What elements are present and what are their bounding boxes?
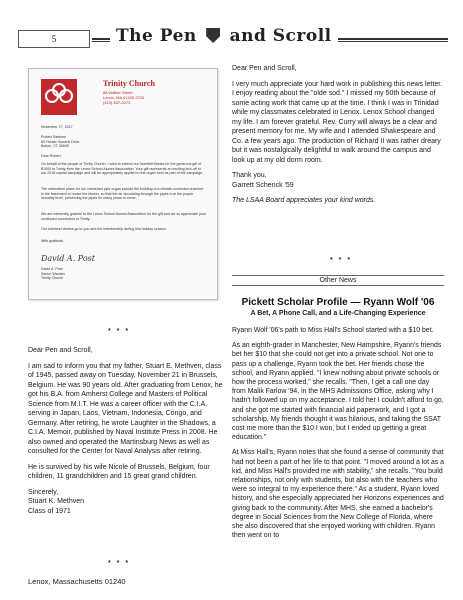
left-letter-salutation: Dear Pen and Scroll, <box>28 347 93 354</box>
letter-recipient: Robert Santone 69 Hoosic Summit Drive Bolton, CT 06043 <box>41 135 80 149</box>
profile-article <box>232 326 444 546</box>
shield-icon <box>206 28 220 43</box>
left-letter-body: I am sad to inform you that my father, Stuart E. Methven, class of 1945, passed away on Tuesday, November 21 in Brussels, Belgium. He was 90 years old. After graduating from Lenox, he got his B.A. from Amherst College and Masters of Political Science from M.I.T. He was a career officer with the C.I.A. serving in Japan, Laos, Vietnam, Indonesia, Congo, and Germany. After retiring, he wrote Laughter in the Shadows, a C.I.A. Memoir, published by Naval Institute Press in 2008. He also owned and operated the Martinsburg News as well as consulted for the Center for Naval Analysis after retiring. <box>28 362 223 455</box>
right-letter-body: I very much appreciate your hard work in publishing this news letter. I enjoy reading about the "olde sod." I missed my 50th because of some acting work that came up at the time. I think I was in Trinidad while my classmates celebrated in Lenox. Lenox School changed my life. I am forever grateful. Rev. Curry will always be a clear and present memory for me. My wife and I attended Shakespeare and Co. a few years ago. The production of Richard II was rather dreary but it was nostalgically delightful to walk around the campus and look up at my old dorm room. <box>232 80 443 164</box>
letter-para-1: On behalf of the people of Trinity Church, I wish to extend our heartfelt thanks for the generous gift of $1000 to Trinity from the Lenox School Alumni Association. Your gift represents an exciting kick-off to our 2018 capital campaign and will be appropriately applied to the organ fund as part of the campaign. <box>41 162 204 176</box>
church-letter-image <box>28 68 218 300</box>
masthead-title-right: and Scroll <box>229 26 332 46</box>
letter-signature: David A. Post <box>41 254 95 263</box>
left-letter <box>28 346 228 516</box>
church-address: 88 Walker Street Lenox, MA 01240-2725 (413) 637-0073 <box>103 90 145 105</box>
left-letter-name: Stuart K. Methven <box>28 498 85 505</box>
section-divider: * * * <box>108 328 131 335</box>
profile-para-1: Ryann Wolf '06's path to Miss Hall's School started with a $10 bet. <box>232 327 434 334</box>
letter-date: November 27, 2017 <box>41 125 73 129</box>
section-divider-3: * * * <box>330 257 353 264</box>
masthead-title <box>110 26 338 46</box>
other-news-header: Other News <box>232 275 444 286</box>
profile-subtitle: A Bet, A Phone Call, and a Life-Changing Experience <box>250 310 426 317</box>
letter-para-2: The restoration plans for our cherished pipe organ include the building of a climate-controlled chamber in the basement to house the blower, so that the air circulating through the pipes is at the proper humidity level, preserving the pipes for many years to come. <box>41 187 204 201</box>
page-header <box>18 26 448 54</box>
section-divider-2: * * * <box>108 560 131 567</box>
right-letter-closing: Thank you, <box>232 172 267 179</box>
left-letter-class: Class of 1971 <box>28 507 71 515</box>
letter-signer: David A. Post Senior Warden Trinity Church <box>41 267 65 281</box>
church-name: Trinity Church <box>103 79 155 88</box>
right-letter-note: The LSAA Board appreciates your kind words. <box>232 197 376 204</box>
church-logo <box>41 79 77 115</box>
left-letter-survived: He is survived by his wife Nicole of Brussels, Belgium, four children, 11 grandchildren and 15 great grand children. <box>28 463 210 480</box>
letter-closing: With gratitude, <box>41 239 65 243</box>
masthead-title-left: The Pen <box>116 26 197 46</box>
left-letter-closing: Sincerely, <box>28 488 59 496</box>
right-letter-name: Garrett Schenck '59 <box>232 181 294 189</box>
footer-address: Lenox, Massachusetts 01240 <box>28 577 126 586</box>
page-number: 5 <box>18 30 90 48</box>
right-letter-salutation: Dear Pen and Scroll, <box>232 65 297 72</box>
letter-salutation: Dear Robert, <box>41 154 62 158</box>
profile-title: Pickett Scholar Profile — Ryann Wolf '06 <box>241 297 435 308</box>
profile-para-2: As an eighth-grader in Manchester, New Hampshire, Ryann's friends bet her $10 that she could not get into a private school. Not one to pass up a challenge, Ryann took the bet. Her friends chose the school, and Ryann applied. "I knew nothing about private schools or how the process worked," she recalls. "Then, I get a call one day from Malik Farlow '94, in the MHS Admissions Office, asking why I hadn't followed up on my acceptance. I told her I couldn't afford to go, and she got me started with financial aid paperwork, and I got a scholarship. My friends thought it was hilarious, and taking the SSAT cost me more than the $10 I won, but I ended up getting a great education." <box>232 342 444 442</box>
letter-para-3: We are extremely grateful to the Lenox School Alumni Association for the gift and we so appreciate your continued connection to Trinity. <box>41 212 206 221</box>
letter-para-4: Our warmest wishes go to you and the membership during this holiday season. <box>41 227 167 231</box>
right-letter <box>232 64 444 212</box>
profile-para-3: At Miss Hall's, Ryann notes that she found a sense of community that had not been a part of her life to that point. "I moved around a lot as a kid, and Miss Hall's provided me with stability," she recalls. "You build relationships, not only with students, but also with the teachers who were so integral to my experience there." As a student, Ryann loved history, and she especially appreciated her Horizons experiences and giving back to the community. After MHS, she earned a bachelor's degree in Social Sciences from the New College of Florida, where she also discovered that she enjoyed working with children. Ryann then went on to <box>232 449 444 540</box>
